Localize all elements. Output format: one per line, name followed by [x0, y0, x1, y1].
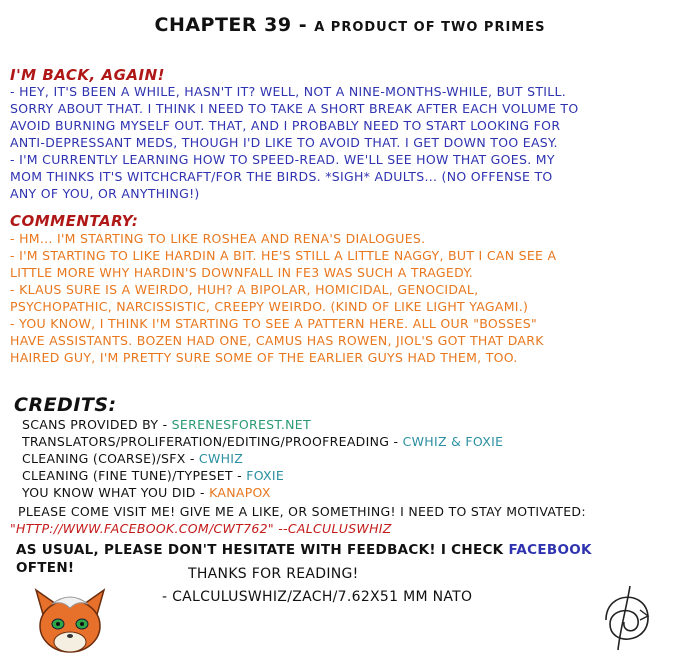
- back-line: ANY OF YOU, OR ANYTHING!): [10, 186, 200, 201]
- back-line: AVOID BURNING MYSELF OUT. THAT, AND I PROBABLY NEED TO START LOOKING FOR: [10, 118, 561, 133]
- commentary-line: - HM... I'M STARTING TO LIKE ROSHEA AND RENA'S DIALOGUES.: [10, 231, 426, 246]
- back-line: SORRY ABOUT THAT. I THINK I NEED TO TAKE A SHORT BREAK AFTER EACH VOLUME TO: [10, 101, 579, 116]
- credit-label: SCANS PROVIDED BY -: [22, 417, 172, 432]
- commentary-body: [10, 230, 556, 366]
- author-line: - CALCULUSWHIZ/ZACH/7.62X51 MM NATO: [162, 589, 473, 605]
- feedback-line: [16, 542, 592, 558]
- credit-label: CLEANING (FINE TUNE)/TYPESET -: [22, 468, 247, 483]
- credit-value: FOXIE: [246, 468, 285, 483]
- credit-item: [22, 468, 284, 483]
- credit-label: CLEANING (COARSE)/SFX -: [22, 451, 199, 466]
- commentary-heading: COMMENTARY:: [10, 212, 139, 230]
- back-heading: I'M BACK, AGAIN!: [10, 66, 165, 84]
- credit-value: CWHIZ: [198, 451, 244, 466]
- commentary-line: - I'M STARTING TO LIKE HARDIN A BIT. HE'S STILL A LITTLE NAGGY, BUT I CAN SEE A: [10, 248, 557, 263]
- credit-item: [22, 434, 503, 449]
- commentary-line: - YOU KNOW, I THINK I'M STARTING TO SEE A PATTERN HERE. ALL OUR "BOSSES": [10, 316, 538, 331]
- commentary-line: HAVE ASSISTANTS. BOZEN HAD ONE, CAMUS HAS ROWEN, JIOL'S GOT THAT DARK: [10, 333, 544, 348]
- credit-item: [22, 417, 311, 432]
- credits-heading: CREDITS:: [14, 394, 117, 416]
- back-line: ANTI-DEPRESSANT MEDS, THOUGH I'D LIKE TO AVOID THAT. I GET DOWN TOO EASY.: [10, 135, 558, 150]
- visit-url-line: [10, 521, 392, 536]
- facebook-link[interactable]: FACEBOOK: [508, 542, 592, 558]
- fox-mascot-icon: [30, 584, 110, 660]
- back-line: - HEY, IT'S BEEN A WHILE, HASN'T IT? WELL, NOT A NINE-MONTHS-WHILE, BUT STILL.: [10, 84, 567, 99]
- back-body: [10, 83, 579, 202]
- commentary-line: LITTLE MORE WHY HARDIN'S DOWNFALL IN FE3 WAS SUCH A TRAGEDY.: [10, 265, 474, 280]
- commentary-line: PSYCHOPATHIC, NARCISSISTIC, CREEPY WEIRDO. (KIND OF LIKE LIGHT YAGAMI.): [10, 299, 529, 314]
- feedback-line-2: OFTEN!: [16, 560, 75, 576]
- commentary-line: HAIRED GUY, I'M PRETTY SURE SOME OF THE EARLIER GUYS HAD THEM, TOO.: [10, 350, 518, 365]
- page-title: [0, 14, 700, 36]
- chapter-subtitle: A PRODUCT OF TWO PRIMES: [314, 20, 546, 35]
- back-line: MOM THINKS IT'S WITCHCRAFT/FOR THE BIRDS. *SIGH* ADULTS... (NO OFFENSE TO: [10, 169, 553, 184]
- commentary-line: - KLAUS SURE IS A WEIRDO, HUH? A BIPOLAR, HOMICIDAL, GENOCIDAL,: [10, 282, 479, 297]
- signature-text: --CALCULUSWHIZ: [273, 521, 392, 536]
- credit-value-link[interactable]: SERENESFOREST.NET: [171, 417, 311, 432]
- thanks-line: THANKS FOR READING!: [188, 566, 359, 582]
- back-line: - I'M CURRENTLY LEARNING HOW TO SPEED-READ. WE'LL SEE HOW THAT GOES. MY: [10, 152, 555, 167]
- signature-icon: [596, 580, 660, 656]
- credit-label: YOU KNOW WHAT YOU DID -: [22, 485, 210, 500]
- facebook-url-link[interactable]: "HTTP://WWW.FACEBOOK.COM/CWT762": [10, 521, 274, 536]
- visit-line: PLEASE COME VISIT ME! GIVE ME A LIKE, OR SOMETHING! I NEED TO STAY MOTIVATED:: [18, 504, 586, 519]
- credit-value: CWHIZ & FOXIE: [402, 434, 504, 449]
- credit-label: TRANSLATORS/PROLIFERATION/EDITING/PROOFREADING -: [22, 434, 403, 449]
- chapter-title: CHAPTER 39 -: [154, 14, 315, 36]
- feedback-text: AS USUAL, PLEASE DON'T HESITATE WITH FEEDBACK! I CHECK: [16, 542, 509, 558]
- credit-item: [22, 485, 271, 500]
- credit-item: [22, 451, 243, 466]
- credit-value: KANAPOX: [209, 485, 271, 500]
